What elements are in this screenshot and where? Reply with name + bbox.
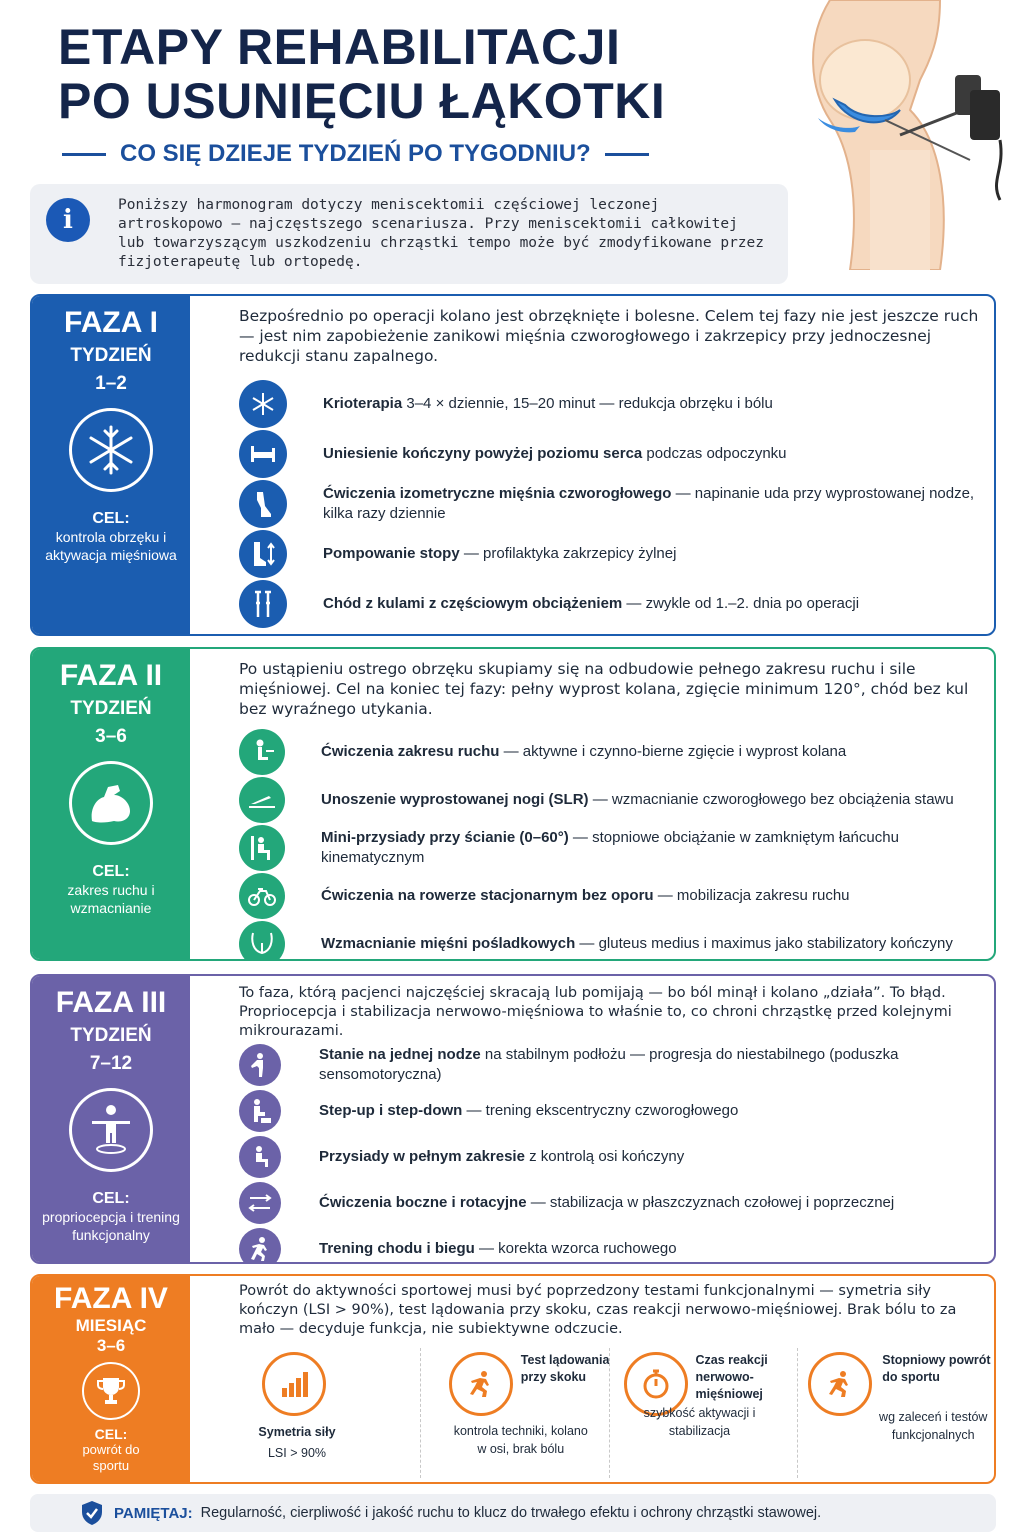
item-text: Przysiady w pełnym zakresie z kontrolą osi kończyny [319, 1148, 685, 1165]
item-text: Uniesienie kończyny powyżej poziomu serca podczas odpoczynku [323, 445, 787, 462]
phase-1-period: 1–2 [95, 373, 127, 394]
phase-2-label: FAZA II [59, 659, 163, 692]
test-card-landing [420, 1348, 609, 1478]
subtitle-text: CO SIĘ DZIEJE TYDZIEŃ PO TYGODNIU? [120, 140, 591, 167]
item-text: Wzmacnianie mięśni pośladkowych — gluteus medius i maximus jako stabilizatory kończyny [321, 935, 953, 952]
item-text: Mini-przysiady przy ścianie (0–60°) — stopniowe obciążanie w zamkniętym łańcuchu kinematycznym [321, 829, 899, 866]
range-of-motion-icon [239, 729, 285, 775]
leg-raise-icon [239, 777, 285, 823]
subtitle-rule-right [605, 153, 649, 156]
wall-squat-icon [239, 825, 285, 871]
leg-icon [239, 480, 287, 528]
phase-2-period-word: TYDZIEŃ [70, 698, 152, 719]
test-title: Stopniowy powrót do sportu [882, 1353, 991, 1384]
runner-icon [808, 1352, 872, 1416]
knee-arthroscopy-illustration [790, 0, 1024, 270]
phase-4-goal: powrót do sportu [82, 1442, 140, 1473]
phase-2-sidebar [32, 649, 190, 959]
snowflake-icon [239, 380, 287, 428]
test-desc: kontrola techniki, kolano w osi, brak bólu [453, 1424, 588, 1456]
phase-2-content [239, 649, 980, 952]
trophy-icon [82, 1362, 140, 1420]
test-desc: szybkość aktywacji i stabilizacja [643, 1406, 756, 1438]
bed-icon [239, 430, 287, 478]
list-item [239, 729, 980, 775]
phase-3-goal: propriocepcja i trening funkcjonalny [42, 1209, 180, 1243]
list-item [239, 1136, 980, 1178]
phase-1-card [30, 294, 996, 636]
subtitle [62, 140, 766, 168]
glutes-icon [239, 921, 285, 961]
test-card-symmetry [232, 1348, 420, 1478]
phase-1-label: FAZA I [64, 306, 158, 339]
phase-1-content [239, 296, 980, 612]
info-icon: i [46, 198, 90, 242]
footer-label: PAMIĘTAJ: [114, 1504, 193, 1522]
phase-4-content [239, 1276, 980, 1339]
list-item [239, 1090, 980, 1132]
item-text: Stanie na jednej nodze na stabilnym podłożu — progresja do niestabilnego (poduszka sensomotoryczna) [319, 1046, 899, 1083]
item-text: Ćwiczenia zakresu ruchu — aktywne i czynno-bierne zgięcie i wyprost kolana [321, 743, 847, 760]
phase-1-cel: CEL: [92, 510, 130, 527]
phase-3-period: 7–12 [89, 1053, 133, 1074]
runner-icon [239, 1228, 281, 1264]
phase-3-sidebar [32, 976, 190, 1262]
step-icon [239, 1090, 281, 1132]
foot-icon [239, 530, 287, 578]
crutches-icon [239, 580, 287, 628]
phase-4-period: 3–6 [96, 1336, 126, 1355]
phase-3-card [30, 974, 996, 1264]
info-box [30, 184, 788, 284]
phase-2-cel: CEL: [92, 863, 130, 880]
bike-icon [239, 873, 285, 919]
snowflake-icon [69, 408, 153, 492]
item-text: Unoszenie wyprostowanej nogi (SLR) — wzmacnianie czworogłowego bez obciążenia stawu [321, 791, 954, 808]
phase-2-card [30, 647, 996, 961]
list-item [239, 1228, 980, 1264]
phase-1-period-word: TYDZIEŃ [70, 345, 152, 366]
phase-3-intro: To faza, którą pacjenci najczęściej skracają lub pomijają — bo ból minął i kolano „działa”. To błąd. Propriocepcja i stabilizacja nerwowo-mięśniowa to właśnie to, co chroni chrząstkę przed kolejnymi mikrourazami. [239, 985, 952, 1039]
item-text: Chód z kulami z częściowym obciążeniem — zwykle od 1.–2. dnia po operacji [323, 595, 860, 612]
phase-1-goal: kontrola obrzęku i aktywacja mięśniowa [45, 529, 177, 563]
bar-chart-icon [262, 1352, 326, 1416]
list-item [239, 380, 980, 428]
item-text: Step-up i step-down — trening ekscentryczny czworogłowego [319, 1102, 739, 1119]
test-desc: wg zaleceń i testów funkcjonalnych [879, 1410, 988, 1442]
muscle-icon [69, 761, 153, 845]
test-card-reaction [609, 1348, 798, 1478]
phase-4-cel: CEL: [94, 1426, 128, 1442]
phase-2-period: 3–6 [95, 726, 127, 747]
phase-3-content [239, 976, 980, 1257]
phase-1-sidebar [32, 296, 190, 634]
test-title: Test lądowania przy skoku [520, 1353, 610, 1384]
phase-4-card [30, 1274, 996, 1484]
test-card-return [797, 1348, 991, 1478]
list-item [239, 825, 980, 871]
item-text: Ćwiczenia na rowerze stacjonarnym bez oporu — mobilizacja zakresu ruchu [321, 887, 850, 904]
item-text: Krioterapia 3–4 × dziennie, 15–20 minut — redukcja obrzęku i bólu [323, 395, 773, 412]
phase-3-cel: CEL: [92, 1190, 130, 1207]
footer-reminder [30, 1494, 996, 1532]
list-item [239, 480, 980, 528]
test-title: Symetria siły [258, 1425, 336, 1439]
phase-3-period-word: TYDZIEŃ [70, 1025, 152, 1046]
phase-4-intro: Powrót do aktywności sportowej musi być poprzedzony testami funkcjonalnymi — symetria siły kończyn (LSI > 90%), test lądowania przy skoku, czas reakcji nerwowo-mięśniowej. Brak bólu to za mało — decyduje funkcja, nie subiektywne odczucie. [239, 1283, 957, 1337]
phase-3-label: FAZA III [55, 986, 167, 1019]
list-item [239, 580, 980, 628]
squat-icon [239, 1136, 281, 1178]
list-item [239, 777, 980, 823]
phase-4-sidebar [32, 1276, 190, 1482]
list-item [239, 530, 980, 578]
list-item [239, 873, 980, 919]
footer-text: Regularność, cierpliwość i jakość ruchu to klucz do trwałego efektu i ochrony chrząstki stawowej. [200, 1505, 822, 1521]
one-leg-icon [239, 1044, 281, 1086]
jump-icon [449, 1352, 513, 1416]
phase-2-goal: zakres ruchu i wzmacnianie [67, 882, 155, 916]
phase-4-tests [232, 1348, 991, 1478]
list-item [239, 1182, 980, 1224]
list-item [239, 430, 980, 478]
subtitle-rule-left [62, 153, 106, 156]
title-line-2: PO USUNIĘCIU ŁĄKOTKI [58, 73, 666, 129]
list-item [239, 1044, 980, 1086]
item-text: Trening chodu i biegu — korekta wzorca ruchowego [319, 1240, 677, 1257]
lateral-arrows-icon [239, 1182, 281, 1224]
test-desc: LSI > 90% [267, 1446, 327, 1460]
balance-icon [69, 1088, 153, 1172]
phase-4-label: FAZA IV [54, 1282, 168, 1315]
item-text: Pompowanie stopy — profilaktyka zakrzepicy żylnej [323, 545, 677, 562]
item-text: Ćwiczenia boczne i rotacyjne — stabilizacja w płaszczyznach czołowej i poprzecznej [319, 1194, 895, 1211]
test-title: Czas reakcji nerwowo-mięśniowej [695, 1353, 768, 1401]
phase-1-intro: Bezpośrednio po operacji kolano jest obrzęknięte i bolesne. Celem tej fazy nie jest jeszcze ruch — jest nim zapobieżenie zanikowi mięśnia czworogłowego i zakrzepicy przy jednoczesnej redukcji stanu zapalnego. [239, 307, 979, 365]
page-title [58, 20, 778, 128]
title-line-1: ETAPY REHABILITACJI [58, 19, 621, 75]
shield-check-icon [80, 1500, 104, 1526]
phase-4-period-word: MIESIĄC [75, 1316, 147, 1335]
phase-2-intro: Po ustąpieniu ostrego obrzęku skupiamy się na odbudowie pełnego zakresu ruchu i sile mięśniowej. Cel na koniec tej fazy: pełny wyprost kolana, zgięcie minimum 120°, chód bez kul bez wyraźnego utykania. [239, 660, 969, 718]
list-item [239, 921, 980, 961]
item-text: Ćwiczenia izometryczne mięśnia czworogłowego — napinanie uda przy wyprostowanej nodze, kilka razy dziennie [323, 485, 975, 522]
info-text: Poniższy harmonogram dotyczy meniscektomii częściowej leczonej artroskopowo — najczęstszego scenariusza. Przy meniscektomii całkowitej lub towarzyszącym uszkodzeniu chrząstki tempo może być zmodyfikowane przez fizjoterapeutę lub ortopedę. [118, 197, 765, 270]
